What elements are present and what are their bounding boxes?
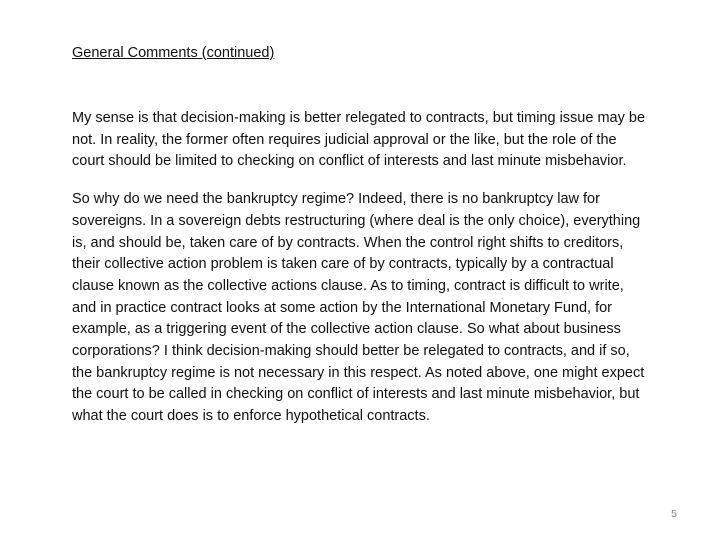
section-heading: General Comments (continued) bbox=[72, 45, 275, 61]
body-text bbox=[72, 108, 650, 444]
page-number: 5 bbox=[671, 508, 677, 520]
paragraph-1: My sense is that decision-making is better relegated to contracts, but timing issue may be not. In reality, the former often requires judicial approval or the like, but the role of the court should be limited to checking on conflict of interests and last minute misbehavior. bbox=[72, 110, 646, 170]
paragraph-2: So why do we need the bankruptcy regime? Indeed, there is no bankruptcy law for sovereigns. In a sovereign debts restructuring (where deal is the only choice), everything is, and should be, taken care of by contracts. When the control right shifts to creditors, their collective action problem is taken care of by contracts, typically by a contractual clause known as the collective actions clause. As to timing, contract is difficult to write, and in practice contract looks at some action by the International Monetary Fund, for example, as a triggering event of the collective action clause. So what about business corporations? I think decision-making should better be relegated to contracts, and if so, the bankruptcy regime is not necessary in this respect. As noted above, one might expect the court to be called in checking on conflict of interests and last minute misbehavior, but what the court does is to enforce hypothetical contracts. bbox=[72, 191, 645, 425]
